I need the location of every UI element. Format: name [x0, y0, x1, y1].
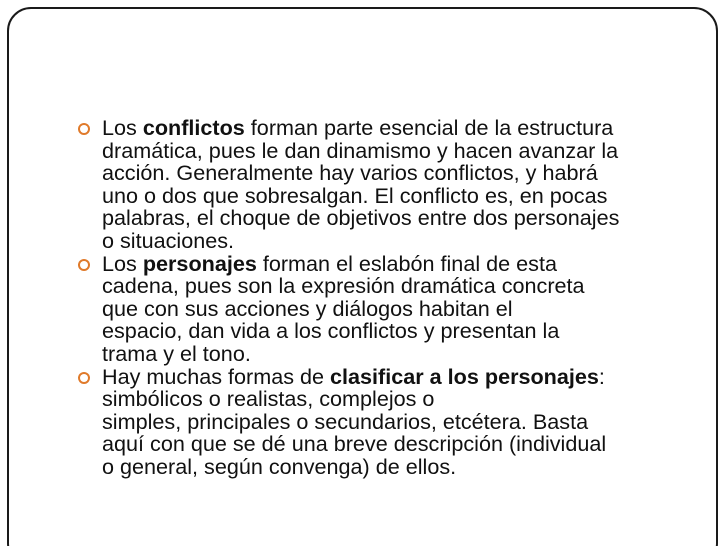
bullet-line: acción. Generalmente hay varios conflictos, y habrá: [102, 160, 598, 186]
bullet-list: [76, 117, 706, 479]
bullet-line: palabras, el choque de objetivos entre dos personajes: [102, 205, 620, 231]
bullet-item: [76, 117, 706, 253]
bullet-line: [76, 117, 706, 140]
bold-term: conflictos: [142, 115, 245, 140]
text-run: Hay muchas formas de: [102, 363, 331, 389]
bullet-line: cadena, pues son la expresión dramática concreta: [102, 273, 585, 299]
bullet-line: uno o dos que sobresalgan. El conflicto es, en pocas: [102, 182, 608, 208]
bullet-item: [76, 363, 706, 479]
text-run: Los: [102, 250, 143, 276]
bullet-line: simbólicos o realistas, complejos o: [102, 386, 435, 412]
bullet-line: o general, según convenga) de ellos.: [102, 453, 457, 479]
bullet-line: aquí con que se dé una breve descripción (individual: [102, 431, 607, 457]
bullet-line: dramática, pues le dan dinamismo y hacen avanzar la: [102, 137, 619, 163]
bullet-line: que con sus acciones y diálogos habitan el: [102, 295, 513, 321]
bullet-item: [76, 250, 706, 366]
bullet-line: [76, 363, 706, 389]
bullet-line: simples, principales o secundarios, etcétera. Basta: [102, 408, 589, 434]
text-run: :: [598, 363, 605, 389]
bullet-line: o situaciones.: [102, 227, 235, 253]
bullet-line: [76, 250, 706, 276]
bullet-line: trama y el tono.: [102, 340, 251, 366]
bold-term: personajes: [142, 250, 257, 276]
text-run: forman parte esencial de la estructura: [244, 115, 614, 140]
text-run: forman el eslabón final de esta: [256, 250, 557, 276]
text-run: Los: [102, 115, 143, 140]
bold-term: clasificar a los personajes: [330, 363, 599, 389]
bullet-line: espacio, dan vida a los conflictos y presentan la: [102, 318, 560, 344]
